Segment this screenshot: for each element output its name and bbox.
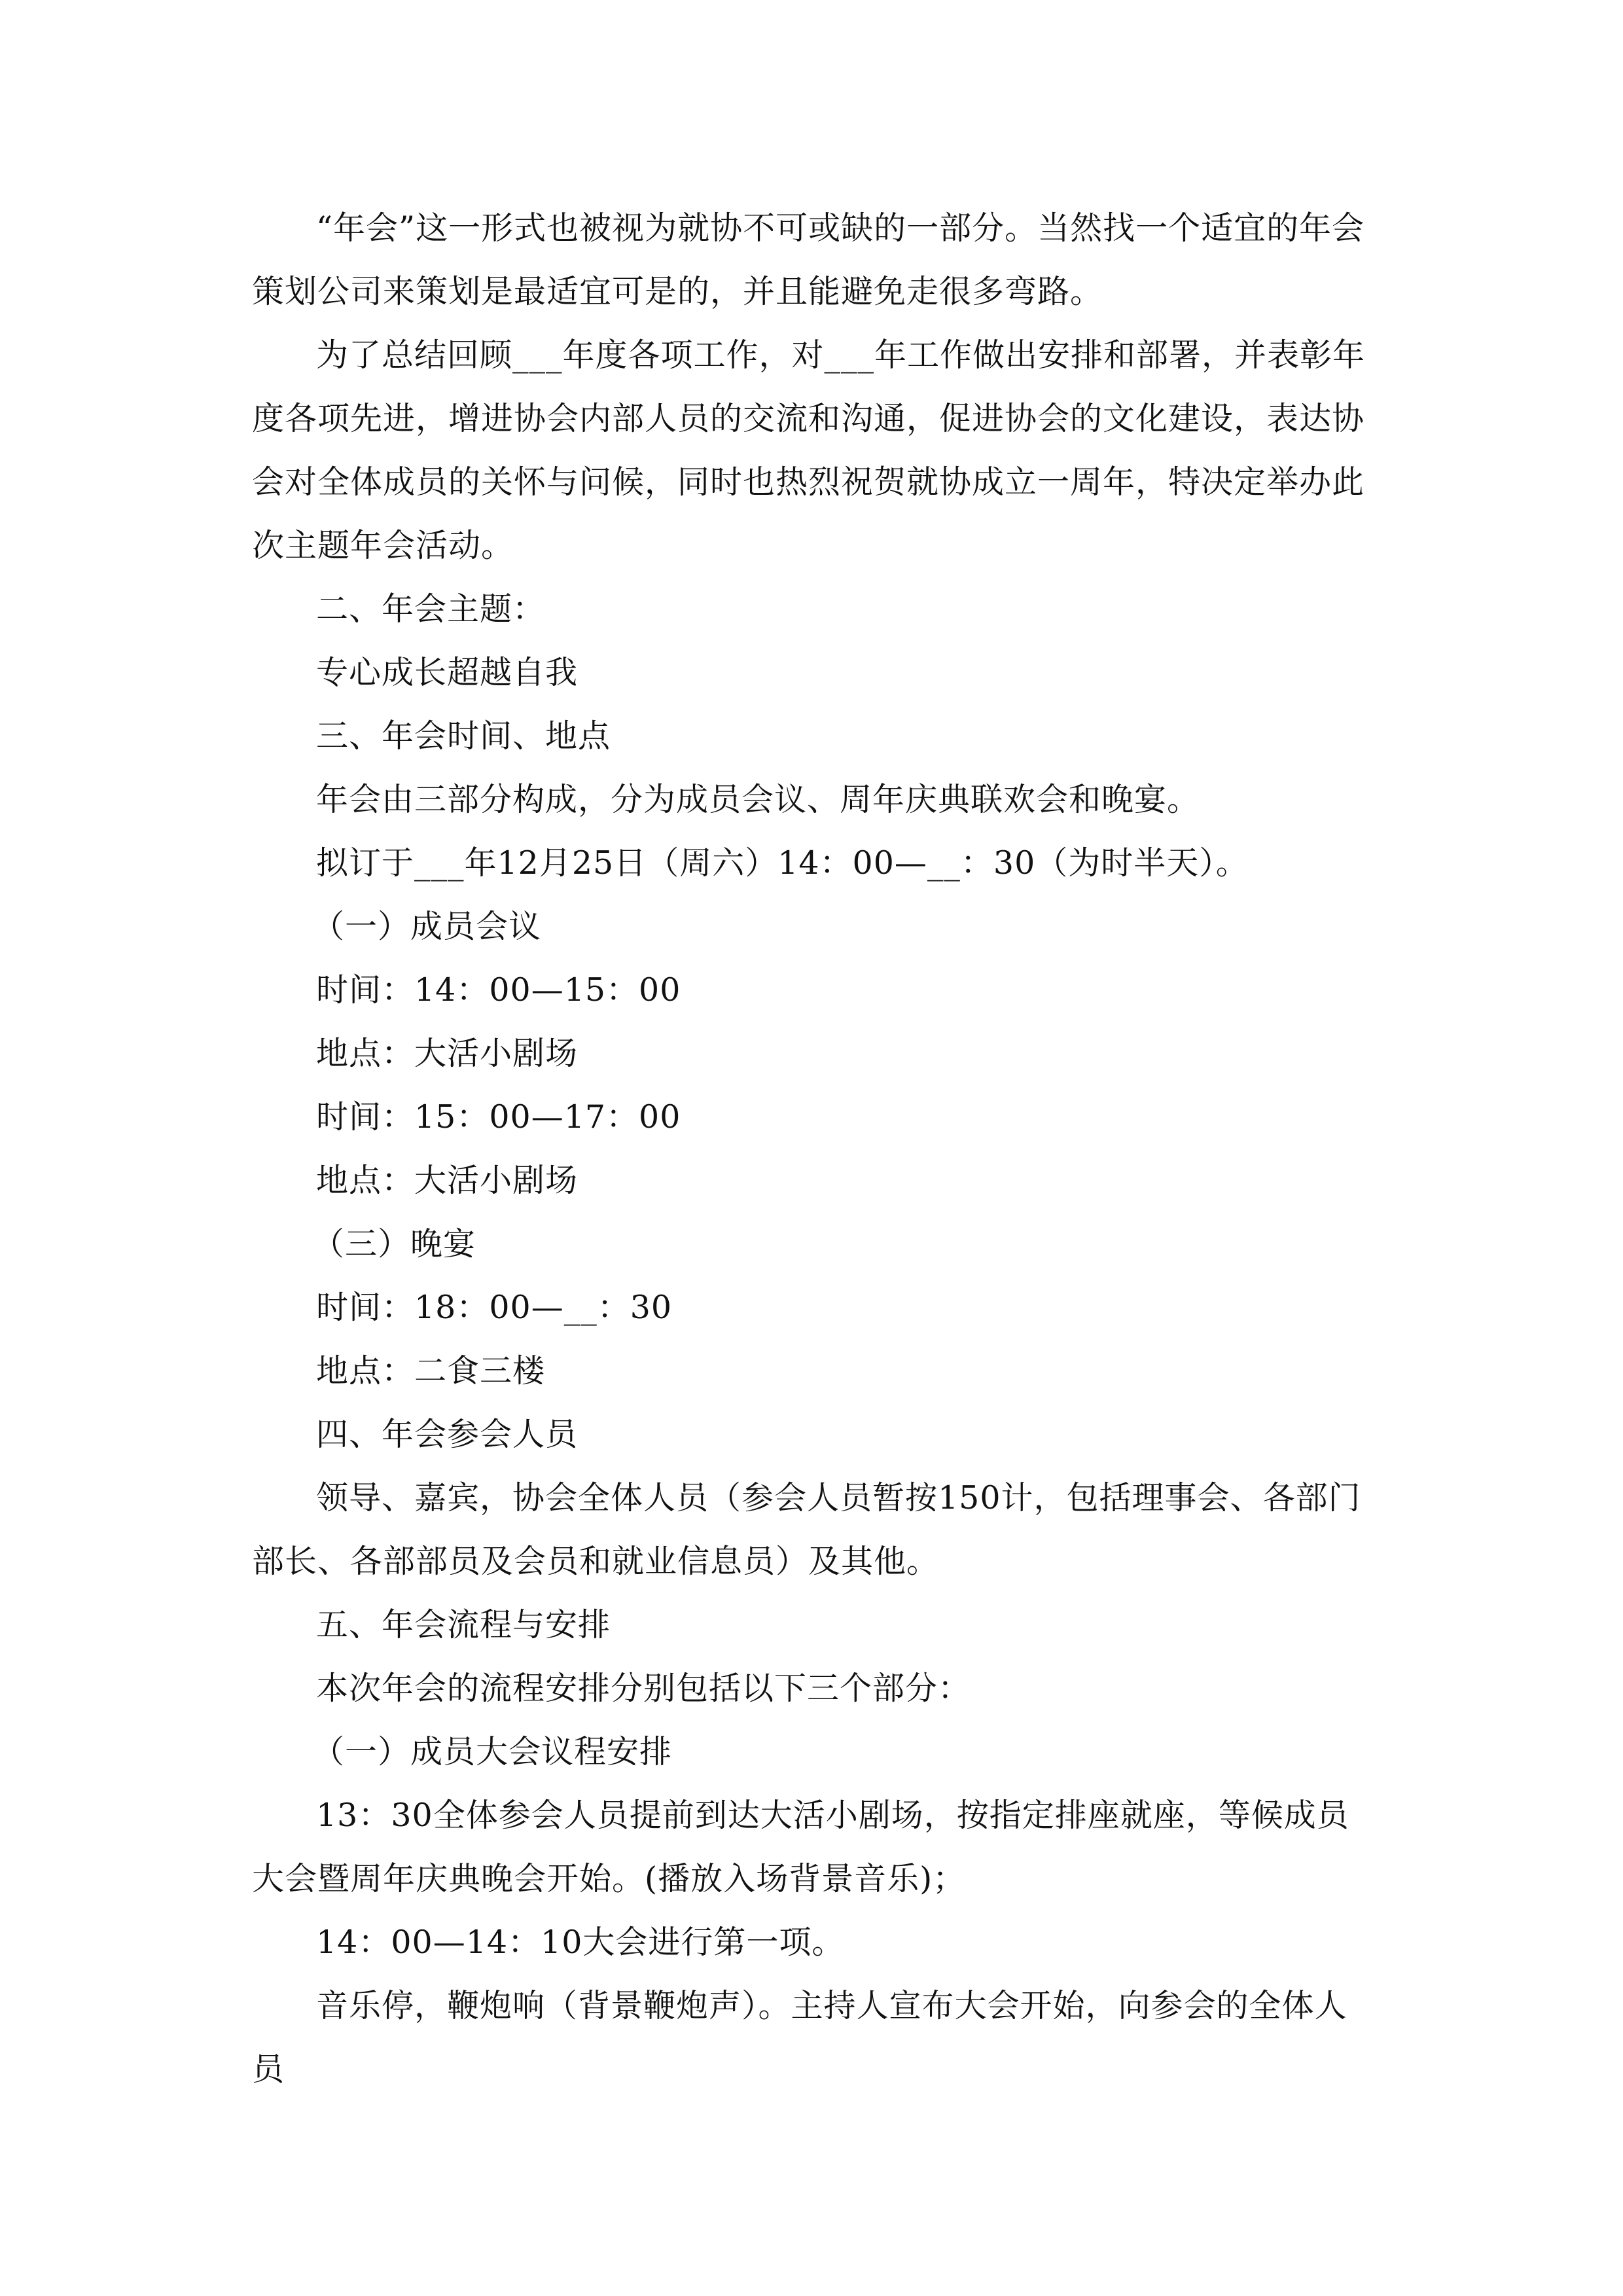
dinner-place: 地点：二食三楼	[316, 1352, 546, 1390]
document-body	[252, 196, 1371, 2101]
subheading-member-meeting: （一）成员会议	[312, 908, 542, 945]
meeting-time-1: 时间：14：00—15：00	[316, 971, 681, 1009]
meeting-place-2: 地点：大活小剧场	[316, 1162, 579, 1199]
paragraph-attendees: 领导、嘉宾，协会全体人员（参会人员暂按150计，包括理事会、各部门部长、各部部员及会员和就业信息员）及其他。	[252, 1479, 1361, 1580]
paragraph-process-intro: 本次年会的流程安排分别包括以下三个部分：	[316, 1670, 971, 1707]
paragraph-composition: 年会由三部分构成，分为成员会议、周年庆典联欢会和晚宴。	[316, 781, 1200, 818]
paragraph-purpose: 为了总结回顾___年度各项工作，对___年工作做出安排和部署，并表彰年度各项先进，增进协会内部人员的交流和沟通，促进协会的文化建设，表达协会对全体成员的关怀与问候，同时也热烈祝贺就协成立一周年，特决定举办此次主题年会活动。	[252, 336, 1366, 564]
paragraph-date: 拟订于___年12月25日（周六）14：00—__：30（为时半天）。	[316, 844, 1249, 882]
meeting-time-2: 时间：15：00—17：00	[316, 1098, 681, 1136]
heading-attendees: 四、年会参会人员	[316, 1416, 579, 1453]
paragraph-intro: “年会”这一形式也被视为就协不可或缺的一部分。当然找一个适宜的年会策划公司来策划是最适宜可是的，并且能避免走很多弯路。	[252, 209, 1365, 310]
theme-text: 专心成长超越自我	[316, 654, 579, 691]
heading-theme: 二、年会主题：	[316, 590, 546, 628]
heading-time-place: 三、年会时间、地点	[316, 717, 611, 755]
paragraph-1400: 14：00—14：10大会进行第一项。	[316, 1924, 845, 1961]
dinner-time: 时间：18：00—__：30	[316, 1289, 673, 1326]
paragraph-1330: 13：30全体参会人员提前到达大活小剧场，按指定排座就座，等候成员大会暨周年庆典晚会开始。(播放入场背景音乐)；	[252, 1797, 1349, 1897]
paragraph-music-stop: 音乐停，鞭炮响（背景鞭炮声）。主持人宣布大会开始，向参会的全体人员	[252, 1987, 1347, 2088]
meeting-place-1: 地点：大活小剧场	[316, 1035, 579, 1072]
subheading-dinner: （三）晚宴	[312, 1225, 476, 1263]
subheading-member-assembly: （一）成员大会议程安排	[312, 1733, 673, 1770]
heading-process: 五、年会流程与安排	[316, 1606, 611, 1643]
